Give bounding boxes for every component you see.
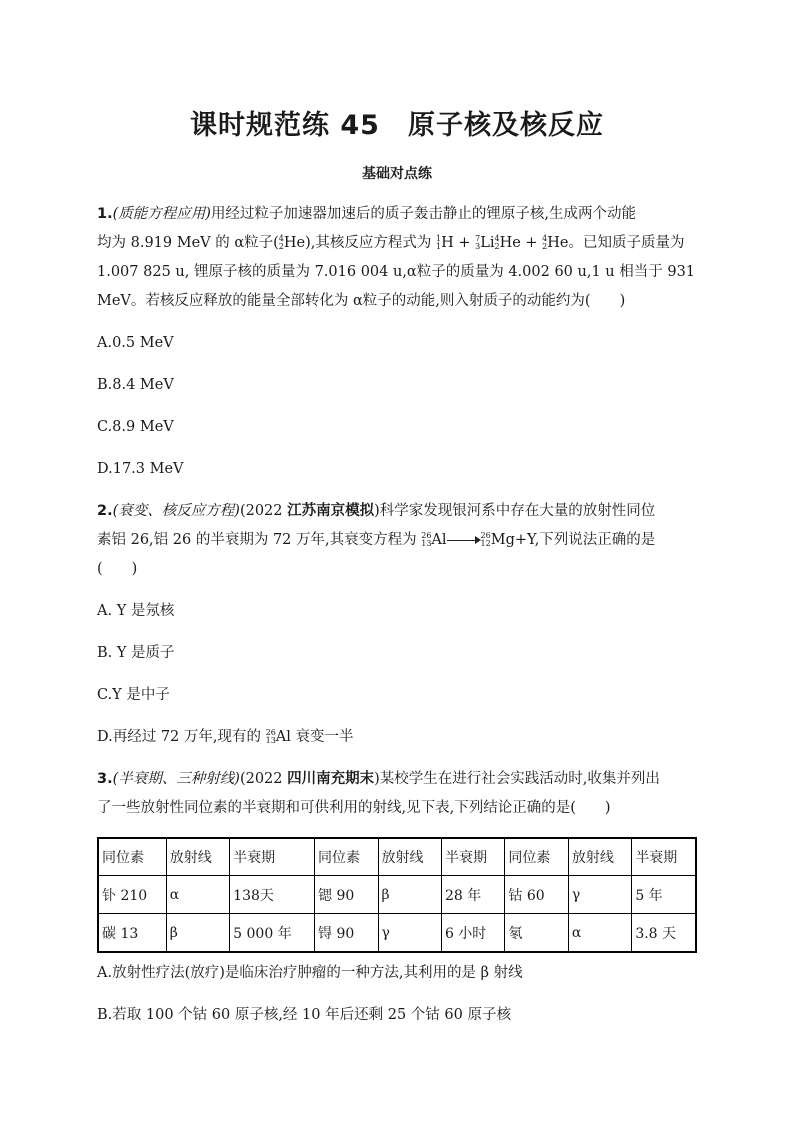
table-cell: 锝 90 xyxy=(315,914,378,953)
question-text: H + xyxy=(441,235,476,251)
isotope-table xyxy=(97,837,697,953)
nuclide-al-d: 26 13 xyxy=(265,728,276,745)
question-text: 均为 8.919 MeV 的 α粒子( xyxy=(97,235,279,251)
table-cell: β xyxy=(166,914,229,953)
table-cell: β xyxy=(378,876,441,914)
question-text: Al xyxy=(431,532,447,548)
nuclide-al: 26 13 xyxy=(421,531,432,548)
table-header: 放射线 xyxy=(166,838,229,876)
table-cell: 5 年 xyxy=(632,876,696,914)
option-b[interactable]: B.8.4 MeV xyxy=(97,377,174,393)
nuclide-h: 1 1 xyxy=(436,234,442,251)
question-number: 2. xyxy=(97,503,113,519)
table-cell: α xyxy=(166,876,229,914)
table-cell: 钴 60 xyxy=(505,876,568,914)
question-text: 科学家发现银河系中存在大量的放射性同位 xyxy=(379,503,656,519)
source-text: (2022 xyxy=(239,771,288,787)
nuclide-mg: 26 12 xyxy=(480,531,491,548)
table-header: 半衰期 xyxy=(441,838,504,876)
question-2-line-1 xyxy=(97,497,707,526)
table-cell: 28 年 xyxy=(441,876,504,914)
source-text: (2022 xyxy=(239,503,288,519)
table-cell: α xyxy=(568,914,631,953)
table-row xyxy=(98,914,696,953)
question-3-line-2: 了一些放射性同位素的半衰期和可供利用的射线,见下表,下列结论正确的是( ) xyxy=(97,800,611,816)
table-cell: γ xyxy=(378,914,441,953)
section-subtitle: 基础对点练 xyxy=(362,166,432,182)
question-text: 素铝 26,铝 26 的半衰期为 72 万年,其衰变方程为 xyxy=(97,532,422,548)
page-title: 课时规范练 45 原子核及核反应 xyxy=(190,110,604,141)
question-3-line-1 xyxy=(97,765,707,794)
table-header: 半衰期 xyxy=(632,838,696,876)
option-b[interactable]: B. Y 是质子 xyxy=(97,645,175,661)
table-cell: 138天 xyxy=(230,876,315,914)
question-text: He + xyxy=(499,235,543,251)
nuclide-he-2: 4 2 xyxy=(542,234,548,251)
option-b[interactable]: B.若取 100 个钴 60 原子核,经 10 年后还剩 25 个钴 60 原子核 xyxy=(97,1007,511,1023)
table-header: 同位素 xyxy=(315,838,378,876)
nuclide-he-alpha: 4 2 xyxy=(278,234,284,251)
option-a[interactable]: A.放射性疗法(放疗)是临床治疗肿瘤的一种方法,其利用的是 β 射线 xyxy=(97,965,523,981)
question-text: 某校学生在进行社会实践活动时,收集并列出 xyxy=(379,771,660,787)
question-number: 3. xyxy=(97,771,113,787)
question-text: 用经过粒子加速器加速后的质子轰击静止的锂原子核,生成两个动能 xyxy=(210,206,637,222)
question-2 xyxy=(97,497,707,584)
table-cell: γ xyxy=(568,876,631,914)
table-cell: 钋 210 xyxy=(98,876,166,914)
table-cell: 锶 90 xyxy=(315,876,378,914)
table-cell: 3.8 天 xyxy=(632,914,696,953)
option-d[interactable] xyxy=(97,727,354,747)
question-tag: (质能方程应用) xyxy=(112,206,211,222)
table-header: 同位素 xyxy=(505,838,568,876)
question-text: Mg+Y,下列说法正确的是 xyxy=(490,532,656,548)
question-1-line-1 xyxy=(97,200,707,229)
reaction-arrow-icon xyxy=(447,535,481,545)
question-1-line-3: 1.007 825 u, 锂原子核的质量为 7.016 004 u,α粒子的质量为 4.002 60 u,1 u 相当于 931 xyxy=(97,264,696,280)
question-2-line-3: ( ) xyxy=(97,561,138,577)
table-cell: 碳 13 xyxy=(98,914,166,953)
option-c[interactable]: C.8.9 MeV xyxy=(97,419,174,435)
question-3 xyxy=(97,765,707,823)
source-text: ) xyxy=(374,503,380,519)
table-header: 半衰期 xyxy=(230,838,315,876)
question-2-line-2 xyxy=(97,526,707,555)
source-location: 江苏南京模拟 xyxy=(287,503,375,519)
option-text: D.再经过 72 万年,现有的 xyxy=(97,729,266,745)
question-text: He),其核反应方程式为 xyxy=(283,235,436,251)
option-a[interactable]: A.0.5 MeV xyxy=(97,335,174,351)
table-header: 放射线 xyxy=(378,838,441,876)
question-text: He。已知质子质量为 xyxy=(547,235,685,251)
question-tag: (半衰期、三种射线) xyxy=(112,771,240,787)
table-header: 放射线 xyxy=(568,838,631,876)
question-1 xyxy=(97,200,707,316)
source-location: 四川南充期末 xyxy=(287,771,375,787)
table-cell: 5 000 年 xyxy=(230,914,315,953)
question-1-line-4: MeV。若核反应释放的能量全部转化为 α粒子的动能,则入射质子的动能约为( ) xyxy=(97,293,626,309)
option-d[interactable]: D.17.3 MeV xyxy=(97,461,184,477)
table-header: 同位素 xyxy=(98,838,166,876)
nuclide-he-1: 4 2 xyxy=(494,234,500,251)
table-cell: 6 小时 xyxy=(441,914,504,953)
table-row xyxy=(98,876,696,914)
question-text: Li xyxy=(480,235,495,251)
question-1-line-2 xyxy=(97,229,707,258)
option-text: Al 衰变一半 xyxy=(275,729,354,745)
option-c[interactable]: C.Y 是中子 xyxy=(97,687,170,703)
table-header-row xyxy=(98,838,696,876)
table-cell: 氡 xyxy=(505,914,568,953)
nuclide-li: 7 3 xyxy=(475,234,481,251)
option-a[interactable]: A. Y 是氖核 xyxy=(97,603,175,619)
question-number: 1. xyxy=(97,206,113,222)
question-tag: (衰变、核反应方程) xyxy=(112,503,240,519)
source-text: ) xyxy=(374,771,380,787)
